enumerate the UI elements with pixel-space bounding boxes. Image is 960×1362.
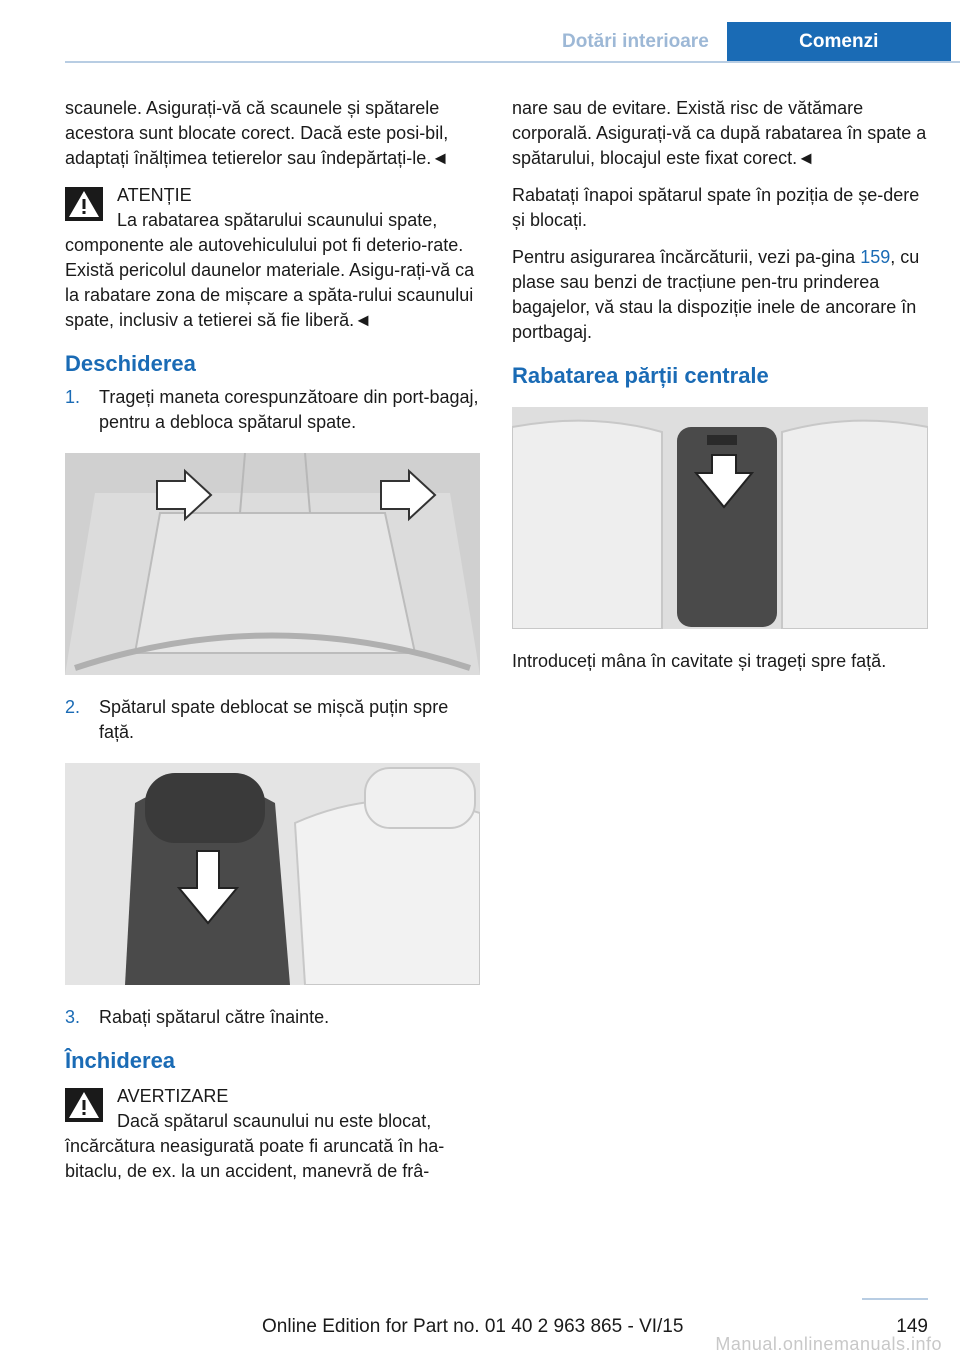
section-heading-inchiderea: Închiderea bbox=[65, 1048, 176, 1073]
header-rule bbox=[65, 61, 960, 63]
warning-body: componente ale autovehiculului pot fi deterio-rate. Există pericolul daunelor materiale. Asigu-rați-vă ca la rabatare zona de mișcare a spăta-rului scaunului spate, inclusiv a tetierei să fie liberă.◄ bbox=[65, 235, 475, 330]
trunk-release-levers-figure bbox=[65, 453, 480, 675]
edition-footer: Online Edition for Part no. 01 40 2 963 865 - VI/15 bbox=[262, 1316, 684, 1337]
steps-list bbox=[65, 385, 480, 435]
step-number: 2. bbox=[65, 697, 81, 717]
warning-triangle-icon bbox=[65, 1088, 103, 1122]
text-segment: , cu plase sau benzi de tracțiune pen-tru prinderea bagajelor, vă stau la dispoziție inele de ancorare în portbagaj. bbox=[512, 247, 920, 342]
warning-body: încărcătura neasigurată poate fi aruncată în ha-bitaclu, de ex. la un accident, manevră de frâ- bbox=[65, 1136, 445, 1181]
center-section-fold-figure bbox=[512, 407, 928, 629]
warning-block bbox=[65, 183, 480, 333]
paragraph bbox=[512, 245, 928, 345]
right-column bbox=[512, 96, 928, 686]
step-text: Spătarul spate deblocat se mișcă puțin spre față. bbox=[99, 697, 449, 742]
section-heading-rabatarea: Rabatarea părții centrale bbox=[512, 363, 769, 388]
step-text: Rabați spătarul către înainte. bbox=[99, 1007, 330, 1027]
step-number: 1. bbox=[65, 387, 81, 407]
paragraph: nare sau de evitare. Există risc de vătămare corporală. Asigurați-vă ca după rabatarea în spate a spătarului, blocajul este fixat corect.◄ bbox=[512, 98, 927, 168]
list-item bbox=[65, 385, 480, 435]
list-item bbox=[65, 1005, 480, 1030]
tab-dotari-interioare[interactable]: Dotări interioare bbox=[562, 31, 709, 52]
figure-caption: Introduceți mâna în cavitate și trageți spre față. bbox=[512, 651, 887, 671]
warning-triangle-icon bbox=[65, 187, 103, 221]
text-segment: Pentru asigurarea încărcăturii, vezi pa-gina bbox=[512, 247, 861, 267]
paragraph: Rabatați înapoi spătarul spate în poziția de șe-dere și blocați. bbox=[512, 185, 920, 230]
section-heading-deschiderea: Deschiderea bbox=[65, 351, 196, 376]
tab-comenzi[interactable]: Comenzi bbox=[727, 22, 951, 62]
step-text: Trageți maneta corespunzătoare din port-bagaj, pentru a debloca spătarul spate. bbox=[99, 387, 479, 432]
page-number-rule bbox=[862, 1298, 928, 1300]
step-number: 3. bbox=[65, 1007, 81, 1027]
left-column bbox=[65, 96, 480, 1196]
page-number: 149 bbox=[896, 1316, 928, 1337]
watermark: Manual.onlinemanuals.info bbox=[715, 1334, 942, 1354]
paragraph: scaunele. Asigurați-vă că scaunele și spătarele acestora sunt blocate corect. Dacă este posi-bil, adaptați înălțimea tetierelor sau îndepărtați-le.◄ bbox=[65, 98, 450, 168]
warning-title: AVERTIZARE bbox=[117, 1086, 229, 1106]
warning-block bbox=[65, 1084, 480, 1184]
page-link[interactable]: 159 bbox=[860, 247, 891, 267]
header-tabs bbox=[548, 22, 951, 62]
warning-lead: La rabatarea spătarului scaunului spate, bbox=[117, 210, 438, 230]
warning-title: ATENȚIE bbox=[117, 185, 192, 205]
warning-lead: Dacă spătarul scaunului nu este blocat, bbox=[117, 1111, 432, 1131]
list-item bbox=[65, 695, 480, 745]
steps-list-3 bbox=[65, 1005, 480, 1030]
steps-list-2 bbox=[65, 695, 480, 745]
seatback-unlocked-figure bbox=[65, 763, 480, 985]
